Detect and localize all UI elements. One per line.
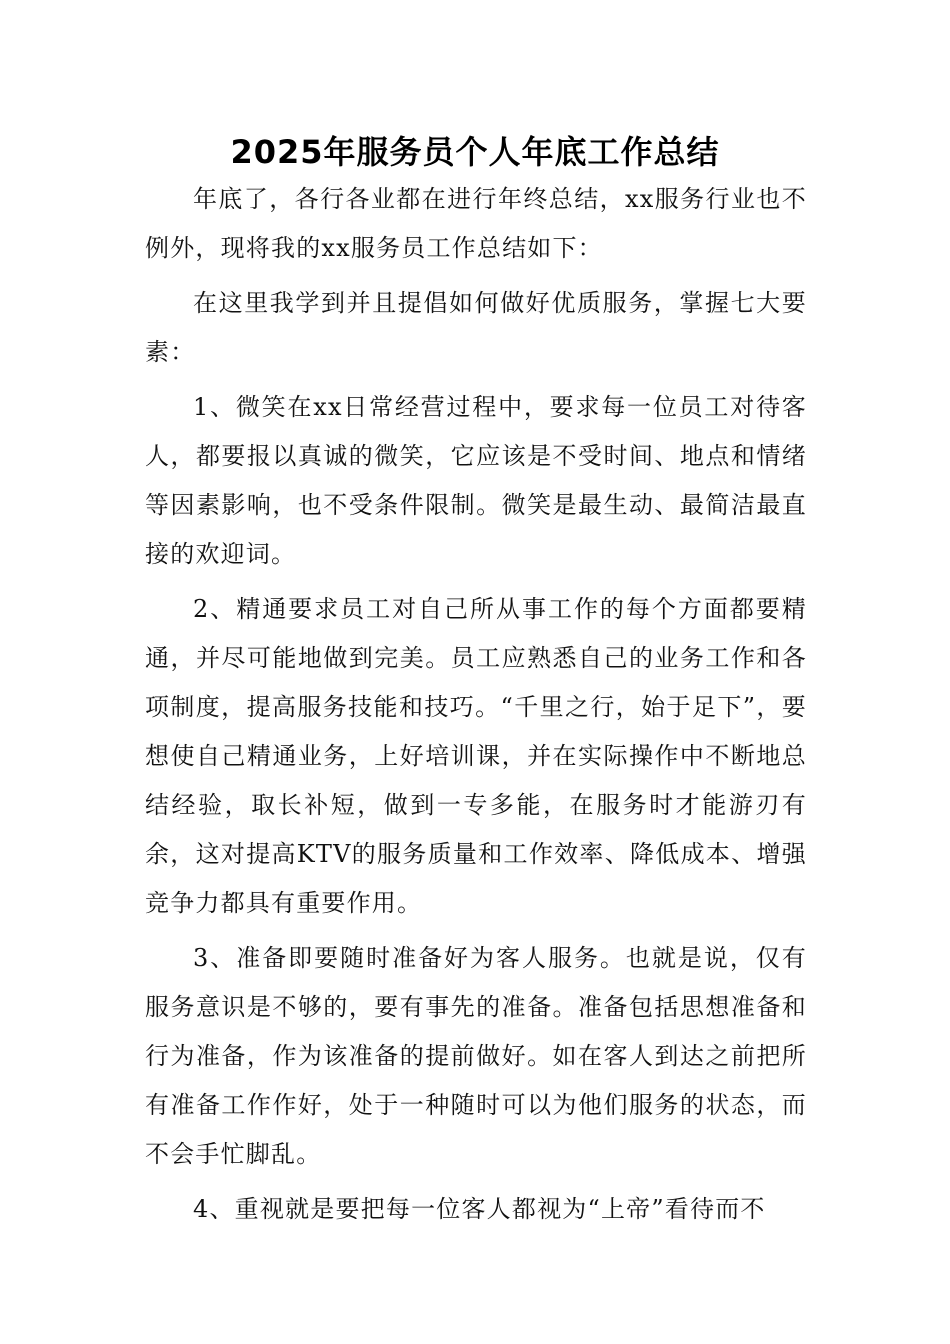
paragraph-proficiency: 2、精通要求员工对自己所从事工作的每个方面都要精通，并尽可能地做到完美。员工应熟悉自己的业务工作和各项制度，提高服务技能和技巧。“千里之行，始于足下”，要想使自己精通业务，上好培训课，并在实际操作中不断地总结经验，取长补短，做到一专多能，在服务时才能游刃有余，这对提高KTV的服务质量和工作效率、降低成本、增强竞争力都具有重要作用。 bbox=[145, 595, 807, 917]
paragraph-preparation: 3、准备即要随时准备好为客人服务。也就是说，仅有服务意识是不够的，要有事先的准备。准备包括思想准备和行为准备，作为该准备的提前做好。如在客人到达之前把所有准备工作作好，处于一种随时可以为他们服务的状态，而不会手忙脚乱。 bbox=[145, 944, 807, 1168]
document-body bbox=[145, 175, 807, 1234]
paragraph-elements: 在这里我学到并且提倡如何做好优质服务，掌握七大要素： bbox=[145, 289, 807, 366]
document-title: 2025年服务员个人年底工作总结 bbox=[230, 133, 720, 171]
paragraph-smile: 1、微笑在xx日常经营过程中，要求每一位员工对待客人，都要报以真诚的微笑，它应该是不受时间、地点和情绪等因素影响，也不受条件限制。微笑是最生动、最简洁最直接的欢迎词。 bbox=[145, 393, 807, 568]
paragraph-attention: 4、重视就是要把每一位客人都视为“上帝”看待而不 bbox=[193, 1195, 766, 1223]
paragraph-intro: 年底了，各行各业都在进行年终总结，xx服务行业也不例外，现将我的xx服务员工作总结如下： bbox=[145, 185, 807, 262]
